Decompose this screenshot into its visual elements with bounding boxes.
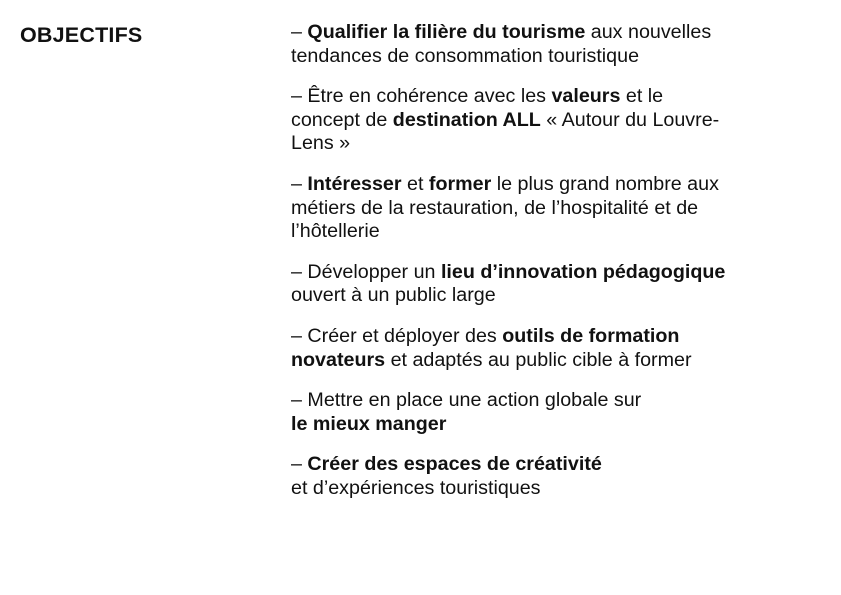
objective-text: et adaptés au public cible à former <box>385 348 692 371</box>
objective-text: aux nouvelles <box>585 21 712 43</box>
objective-emphasis: le mieux manger <box>291 412 447 435</box>
objective-text: métiers de la restauration, de l’hospitalité et de <box>291 196 699 219</box>
objective-text: ouvert à un public large <box>291 284 496 307</box>
objective-text: – Créer et déployer des <box>291 324 503 347</box>
objective-emphasis: Intéresser <box>307 172 402 195</box>
objective-emphasis: Créer des espaces de créativité <box>307 453 602 476</box>
objective-item <box>291 261 831 308</box>
objective-item <box>291 389 831 436</box>
objective-emphasis: destination ALL <box>392 108 541 131</box>
objectives-list <box>291 21 831 518</box>
objective-text: – <box>291 453 308 476</box>
objective-emphasis: novateurs <box>291 348 386 371</box>
objective-text: l’hôtellerie <box>291 220 380 243</box>
objective-item <box>291 325 831 372</box>
objective-item <box>291 453 831 500</box>
objective-text: le plus grand nombre aux <box>491 172 719 195</box>
objective-emphasis: Qualifier la filière du tourisme <box>307 21 586 43</box>
objective-text: Lens » <box>291 132 351 155</box>
section-title: OBJECTIFS <box>20 23 143 47</box>
objective-text: tendances de consommation touristique <box>291 44 640 67</box>
objective-text: et <box>401 172 429 195</box>
objective-text: – Mettre en place une action globale sur <box>291 389 642 412</box>
objective-text: et le <box>620 85 664 108</box>
objective-text: – Développer un <box>291 260 441 283</box>
objective-emphasis: former <box>428 172 492 195</box>
objective-text: – <box>291 21 308 43</box>
objective-text: – Être en cohérence avec les <box>291 85 552 108</box>
objective-text: – <box>291 172 308 195</box>
objective-text: « Autour du Louvre- <box>540 108 720 131</box>
objective-text: et d’expériences touristiques <box>291 476 541 499</box>
objective-item <box>291 21 831 68</box>
objective-emphasis: outils de formation <box>502 324 680 347</box>
objective-text: concept de <box>291 108 393 131</box>
objective-emphasis: lieu d’innovation pédagogique <box>440 260 726 283</box>
objective-emphasis: valeurs <box>551 85 621 108</box>
objective-item <box>291 173 831 244</box>
objective-item <box>291 85 831 156</box>
